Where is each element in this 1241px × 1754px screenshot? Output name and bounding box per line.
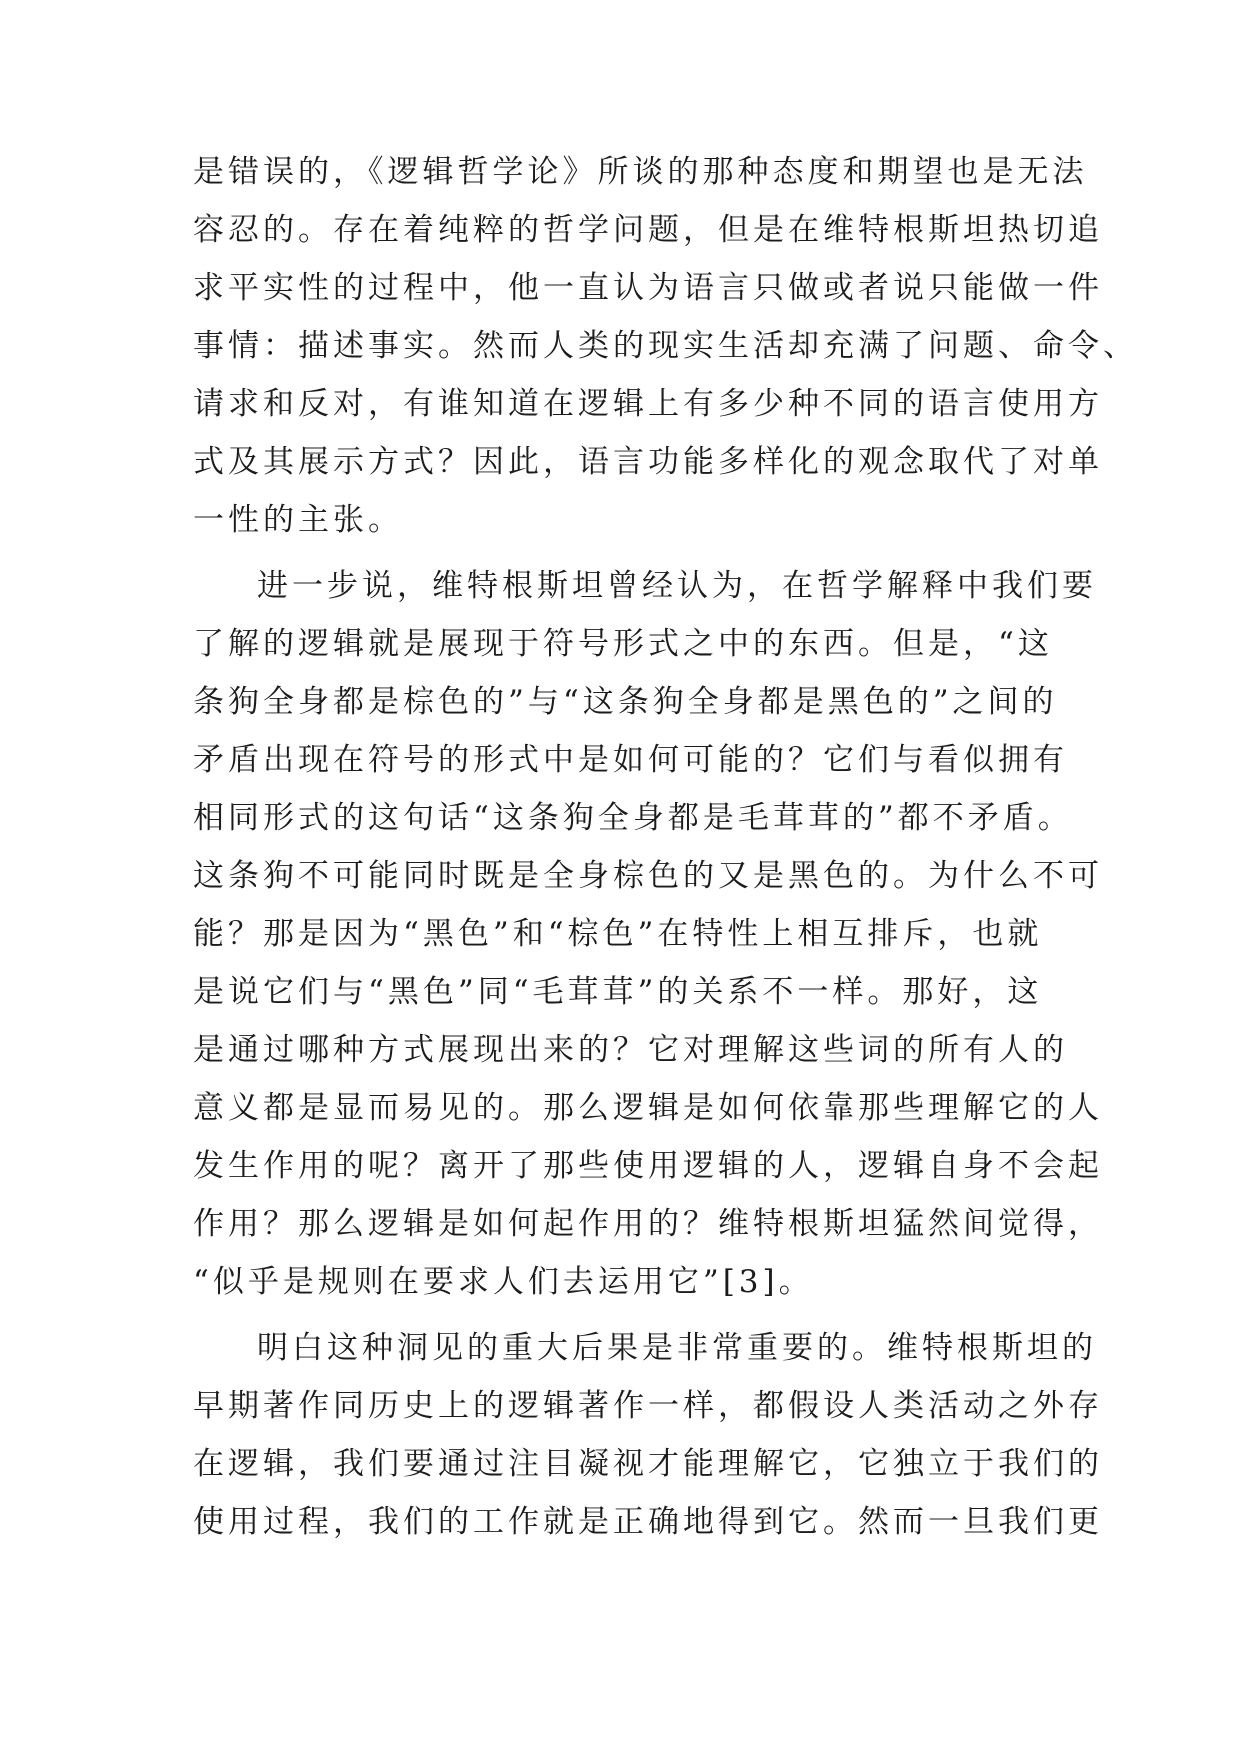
document-body <box>193 143 1138 1551</box>
text-line: 能？那是因为“黑色”和“棕色”在特性上相互排斥，也就 <box>193 916 1043 952</box>
text-line: 事情：描述事实。然而人类的现实生活却充满了问题、命令、 <box>193 328 1138 364</box>
text-line: 矛盾出现在符号的形式中是如何可能的？它们与看似拥有 <box>193 742 1068 778</box>
text-line: 进一步说，维特根斯坦曾经认为，在哲学解释中我们要 <box>257 568 1097 604</box>
text-line: 在逻辑，我们要通过注目凝视才能理解它，它独立于我们的 <box>193 1446 1103 1482</box>
text-line: 发生作用的呢？离开了那些使用逻辑的人，逻辑自身不会起 <box>193 1148 1103 1184</box>
text-line: 了解的逻辑就是展现于符号形式之中的东西。但是，“这 <box>193 626 1053 662</box>
text-line: 是说它们与“黑色”同“毛茸茸”的关系不一样。那好，这 <box>193 974 1043 1010</box>
text-line: 是错误的，《逻辑哲学论》所谈的那种态度和期望也是无法 <box>193 154 1088 190</box>
text-line: 明白这种洞见的重大后果是非常重要的。维特根斯坦的 <box>257 1330 1097 1366</box>
text-line: “似乎是规则在要求人们去运用它”[3]。 <box>193 1264 814 1300</box>
text-line: 求平实性的过程中，他一直认为语言只做或者说只能做一件 <box>193 270 1103 306</box>
text-line: 作用？那么逻辑是如何起作用的？维特根斯坦猛然间觉得， <box>193 1206 1103 1242</box>
paragraph-gap <box>193 1311 1063 1319</box>
text-line: 意义都是显而易见的。那么逻辑是如何依靠那些理解它的人 <box>193 1090 1103 1126</box>
text-line: 式及其展示方式？因此，语言功能多样化的观念取代了对单 <box>193 444 1103 480</box>
text-line: 使用过程，我们的工作就是正确地得到它。然而一旦我们更 <box>193 1504 1103 1540</box>
text-line: 容忍的。存在着纯粹的哲学问题，但是在维特根斯坦热切追 <box>193 212 1103 248</box>
paragraph-2 <box>193 557 1103 1311</box>
text-line: 相同形式的这句话“这条狗全身都是毛茸茸的”都不矛盾。 <box>193 800 1073 836</box>
text-line: 这条狗不可能同时既是全身棕色的又是黑色的。为什么不可 <box>193 858 1103 894</box>
text-line: 条狗全身都是棕色的”与“这条狗全身都是黑色的”之间的 <box>193 684 1058 720</box>
paragraph-1 <box>193 143 1138 549</box>
paragraph-gap <box>193 549 1063 557</box>
text-line: 一性的主张。 <box>193 502 403 538</box>
text-line: 请求和反对，有谁知道在逻辑上有多少种不同的语言使用方 <box>193 386 1103 422</box>
text-line: 是通过哪种方式展现出来的？它对理解这些词的所有人的 <box>193 1032 1068 1068</box>
text-line: 早期著作同历史上的逻辑著作一样，都假设人类活动之外存 <box>193 1388 1103 1424</box>
paragraph-3 <box>193 1319 1103 1551</box>
